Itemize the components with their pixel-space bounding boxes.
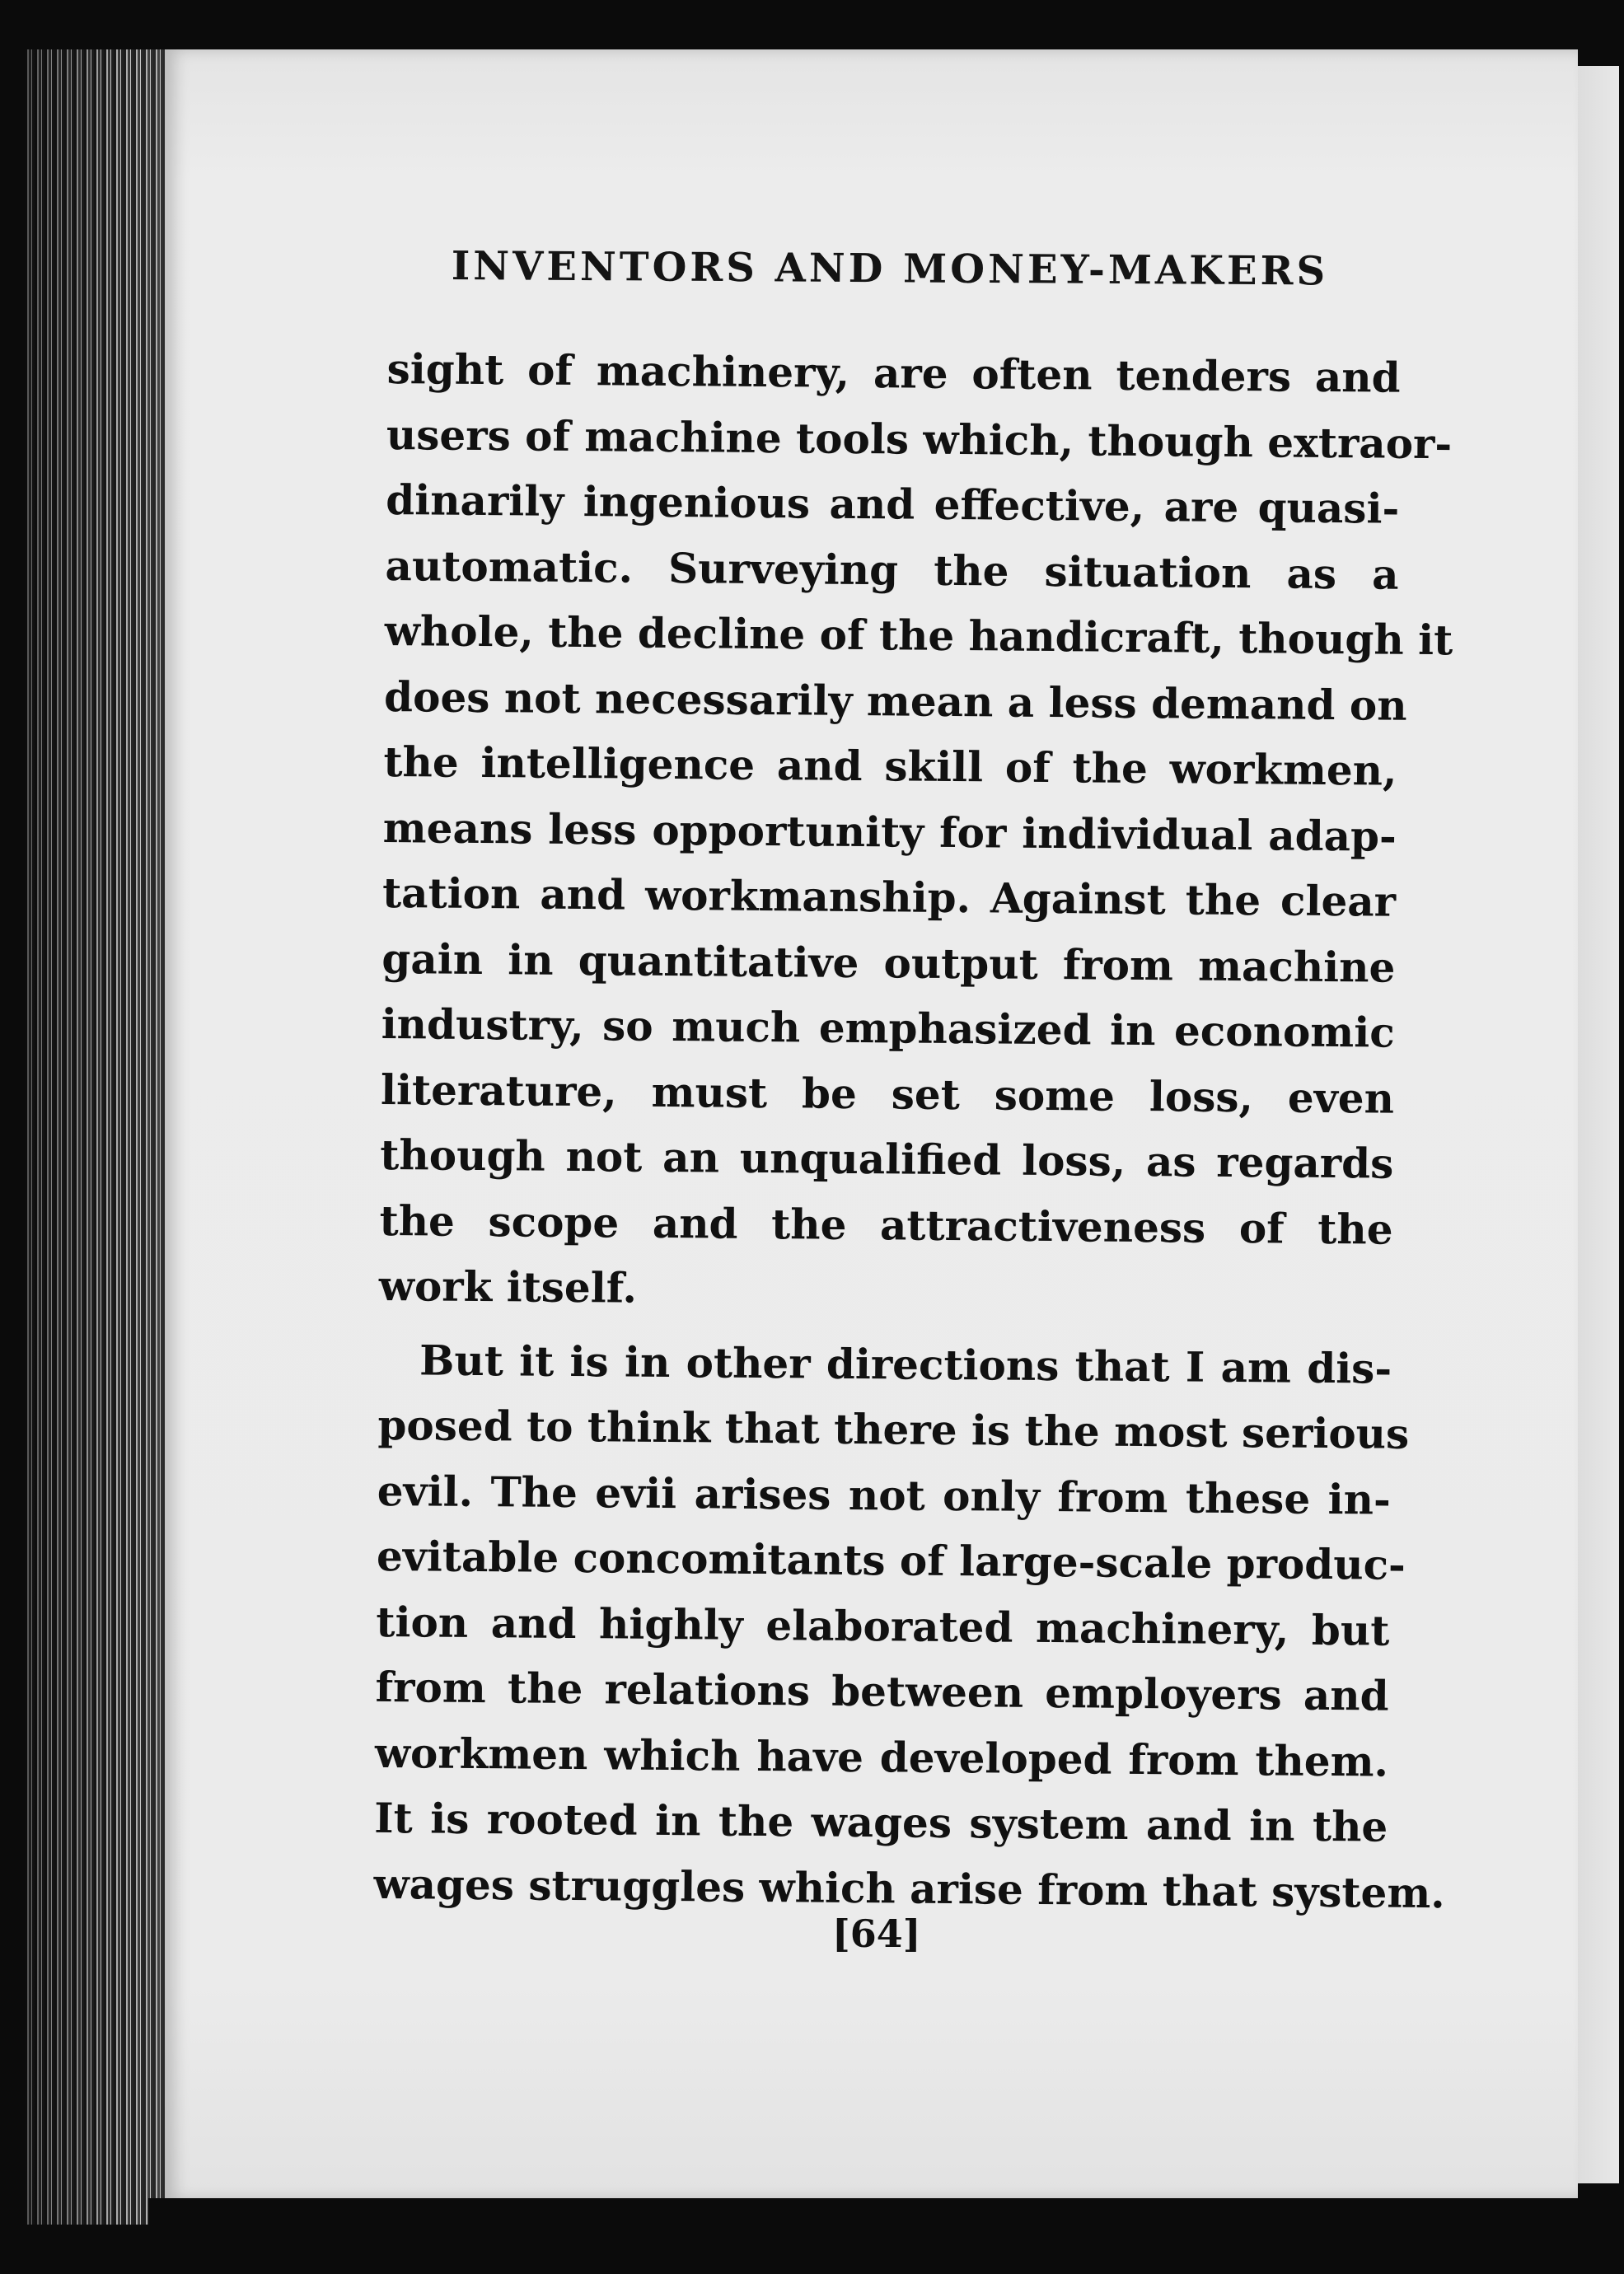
text-line: posed to think that there is the most serious (377, 1400, 1410, 1458)
text-line: the intelligence and skill of the workmen, (383, 737, 1397, 795)
text-line: dinarily ingenious and effective, are quasi- (386, 475, 1400, 533)
book-page-edges (25, 49, 173, 2225)
text-line: whole, the decline of the handicraft, though it (384, 606, 1453, 665)
body-text (373, 336, 1453, 1925)
text-line: though not an unqualified loss, as regards (380, 1130, 1394, 1188)
page-number: [64] (832, 1911, 921, 1956)
paragraph-1 (378, 336, 1453, 1327)
text-line: literature, must be set some loss, even (380, 1064, 1395, 1123)
text-line: workmen which have developed from them. (374, 1728, 1389, 1786)
text-line: evitable concomitants of large-scale produc- (376, 1531, 1406, 1589)
text-line: industry, so much emphasized in economic (381, 999, 1395, 1057)
text-line: sight of machinery, are often tenders and (386, 344, 1401, 402)
text-line: from the relations between employers and (375, 1662, 1389, 1720)
text-line: the scope and the attractiveness of the (379, 1195, 1393, 1254)
running-head: INVENTORS AND MONEY-MAKERS (451, 243, 1329, 295)
text-line: work itself. (378, 1261, 638, 1312)
text-line: But it is in other directions that I am dis- (419, 1335, 1392, 1393)
text-line: evil. The evii arises not only from these in- (377, 1466, 1391, 1524)
text-line: tion and highly elaborated machinery, but (376, 1597, 1390, 1655)
text-line: It is rooted in the wages system and in the (374, 1793, 1388, 1851)
text-line: gain in quantitative output from machine (381, 933, 1396, 992)
text-line: users of machine tools which, though extraor- (386, 409, 1453, 468)
text-line: automatic. Surveying the situation as a (385, 540, 1399, 599)
text-line: means less opportunity for individual adap- (382, 802, 1397, 861)
bottom-shadow (148, 2198, 1624, 2274)
text-line: does not necessarily mean a less demand on (383, 671, 1407, 730)
text-line: wages struggles which arise from that system. (373, 1859, 1445, 1917)
paragraph-2 (373, 1326, 1445, 1925)
text-line: tation and workmanship. Against the clear (381, 868, 1397, 926)
